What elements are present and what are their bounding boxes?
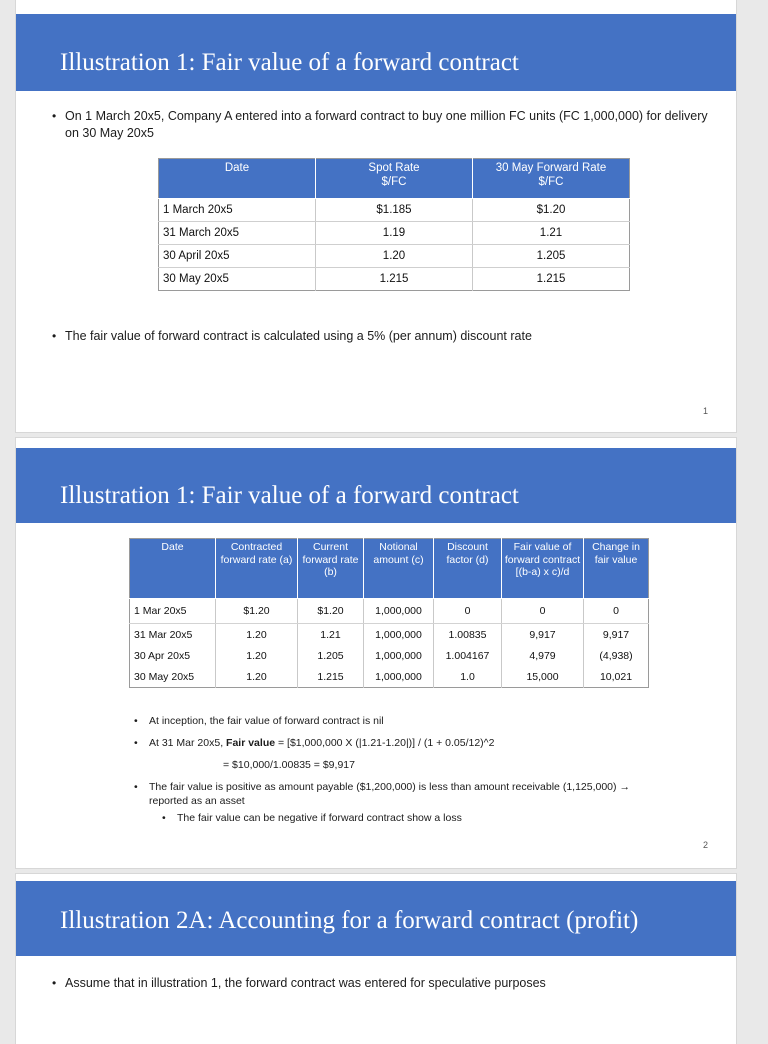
cell-notional-amount: 1,000,000 [364,599,434,624]
table-row [130,666,649,688]
header-date: Date [159,159,316,199]
bullet-text: • The fair value is positive as amount payable ($1,200,000) is less than amount receivable (1,125,000) → reported as an asset [134,780,649,808]
cell-spot-rate: $1.185 [316,199,473,222]
cell-contracted-rate: 1.20 [216,666,298,688]
cell-change: 10,021 [584,666,649,688]
bullet-text: • At inception, the fair value of forward contract is nil [134,714,709,728]
header-spot-rate: Spot Rate $/FC [316,159,473,199]
rates-table [158,158,630,291]
table-row [159,222,630,245]
table-row [130,599,649,624]
header-change-in-fair-value: Change in fair value [584,539,649,599]
bullet-text: • Assume that in illustration 1, the forward contract was entered for speculative purposes [52,975,725,992]
slide-3 [16,874,736,1044]
bullet-text: • On 1 March 20x5, Company A entered into a forward contract to buy one million FC units (FC 1,000,000) for delivery on 30 May 20x5 [52,108,725,142]
header-forward-rate: 30 May Forward Rate $/FC [473,159,630,199]
cell-change: (4,938) [584,645,649,666]
cell-forward-rate: 1.215 [473,268,630,291]
page-number: 1 [702,406,708,416]
table-row [159,268,630,291]
table-row [159,245,630,268]
bullet-text: • The fair value of forward contract is calculated using a 5% (per annum) discount rate [52,328,725,345]
header-date: Date [130,539,216,599]
cell-discount-factor: 1.004167 [434,645,502,666]
sub-bullet-text: • The fair value can be negative if forward contract show a loss [162,811,647,825]
cell-notional-amount: 1,000,000 [364,645,434,666]
cell-date: 1 Mar 20x5 [130,599,216,624]
cell-date: 30 May 20x5 [159,268,316,291]
cell-forward-rate: $1.20 [473,199,630,222]
cell-current-rate: $1.20 [298,599,364,624]
cell-spot-rate: 1.20 [316,245,473,268]
cell-current-rate: 1.205 [298,645,364,666]
slide-title: Illustration 2A: Accounting for a forward contract (profit) [16,881,736,956]
cell-change: 0 [584,599,649,624]
cell-discount-factor: 1.00835 [434,624,502,646]
cell-forward-rate: 1.21 [473,222,630,245]
cell-spot-rate: 1.19 [316,222,473,245]
cell-current-rate: 1.215 [298,666,364,688]
cell-forward-rate: 1.205 [473,245,630,268]
slide-title: Illustration 1: Fair value of a forward contract [16,448,736,523]
table-header-row [159,159,630,199]
cell-date: 30 Apr 20x5 [130,645,216,666]
cell-current-rate: 1.21 [298,624,364,646]
cell-date: 30 April 20x5 [159,245,316,268]
cell-date: 30 May 20x5 [130,666,216,688]
table-row [130,645,649,666]
cell-fair-value: 9,917 [502,624,584,646]
cell-date: 31 Mar 20x5 [130,624,216,646]
header-notional-amount: Notional amount (c) [364,539,434,599]
cell-discount-factor: 0 [434,599,502,624]
table-header-row [130,539,649,599]
formula-line: = $10,000/1.00835 = $9,917 [223,759,355,771]
cell-contracted-rate: $1.20 [216,599,298,624]
cell-notional-amount: 1,000,000 [364,624,434,646]
cell-fair-value: 4,979 [502,645,584,666]
header-current-rate: Current forward rate (b) [298,539,364,599]
header-discount-factor: Discount factor (d) [434,539,502,599]
header-fair-value: Fair value of forward contract [(b-a) x c)/d [502,539,584,599]
slide-title: Illustration 1: Fair value of a forward contract [16,14,736,91]
table-row [130,624,649,646]
cell-contracted-rate: 1.20 [216,624,298,646]
cell-date: 1 March 20x5 [159,199,316,222]
cell-fair-value: 0 [502,599,584,624]
cell-notional-amount: 1,000,000 [364,666,434,688]
header-contracted-rate: Contracted forward rate (a) [216,539,298,599]
cell-date: 31 March 20x5 [159,222,316,245]
cell-discount-factor: 1.0 [434,666,502,688]
fair-value-table [129,538,649,688]
slide-2 [16,438,736,868]
cell-contracted-rate: 1.20 [216,645,298,666]
page-number: 2 [702,840,708,850]
slide-1 [16,0,736,432]
table-row [159,199,630,222]
bullet-text: • At 31 Mar 20x5, Fair value = [$1,000,000 X (|1.21-1.20|)] / (1 + 0.05/12)^2 [134,736,709,750]
cell-change: 9,917 [584,624,649,646]
cell-spot-rate: 1.215 [316,268,473,291]
cell-fair-value: 15,000 [502,666,584,688]
